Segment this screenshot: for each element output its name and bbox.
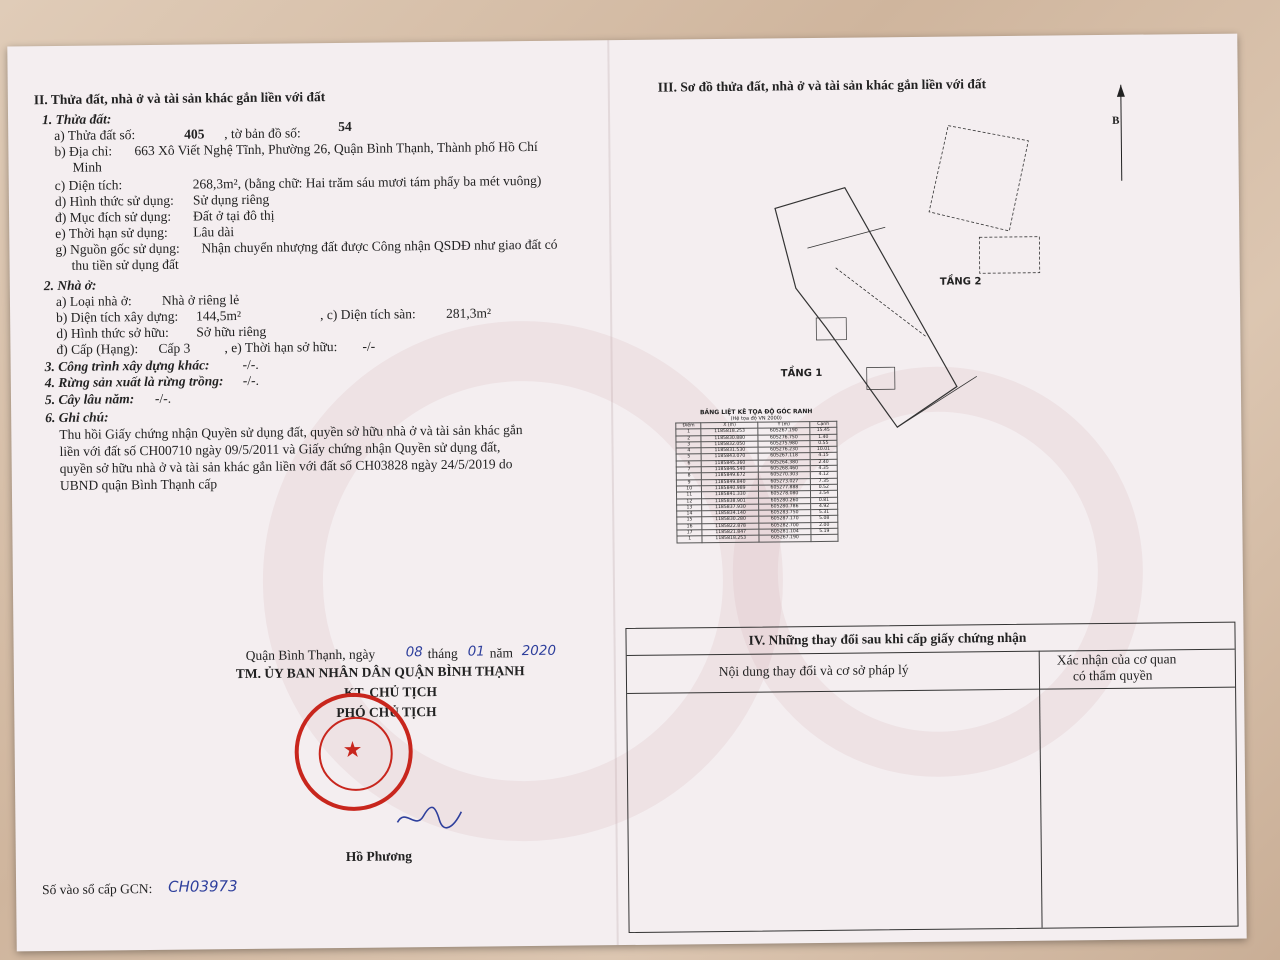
seal-star-icon: ★ [342,736,363,762]
origin-label: g) Nguồn gốc sử dụng: [55,240,180,257]
address-line-1: 663 Xô Viết Nghệ Tĩnh, Phường 26, Quận Bình Thạnh, Thành phố Hồ Chí [134,138,538,159]
coord-cell: 1.40 [810,434,837,441]
address-line-2: Minh [72,159,102,175]
plot-label: a) Thửa đất số: [54,127,136,143]
area-label: c) Diện tích: [54,177,123,193]
changes-column-header-row [627,649,1235,694]
coord-cell: 1185831.530 [701,447,758,454]
changes-title: IV. Những thay đổi sau khi cấp giấy chứng nhận [748,629,1027,648]
changes-column-divider [1039,651,1043,928]
coord-cell: 605267.118 [758,453,810,460]
use-form-value: Sử dụng riêng [192,191,270,208]
issuer-line-1: TM. ỦY BAN NHÂN DÂN QUẬN BÌNH THẠNH [235,663,525,682]
coord-table-body [676,428,838,543]
coord-cell: 605264.380 [758,459,810,466]
changes-col-authority: có thẩm quyền [1072,667,1153,684]
signature [395,802,465,833]
coord-cell: 605275.980 [758,440,810,447]
coord-col-header: Cạnh [810,421,837,428]
coord-cell: 0.55 [810,440,837,447]
coord-cell: 1185849.672 [702,472,759,479]
coord-cell: 605267.190 [758,428,810,435]
map-label: , tờ bản đồ số: [224,125,301,142]
note-line: quyền sở hữu nhà ở và tài sản khác gắn liền với đất số CH03828 ngày 24/5/2019 do [59,456,513,476]
land-heading: 1. Thửa đất: [41,111,112,128]
house-type-value: Nhà ở riêng lẻ [161,292,240,308]
note-heading: 6. Ghi chú: [45,409,109,426]
coord-cell: 3.54 [810,491,837,498]
coord-cell: 1 [677,536,703,543]
coord-cell: 605277.888 [759,485,811,492]
coord-cell: 1185841.330 [702,491,759,498]
coord-cell: 9 [676,479,702,486]
coord-col-header: X (m) [701,422,758,429]
coord-cell: 1185818.253 [701,428,758,435]
plot-number: 405 [184,126,205,142]
own-term-label: , e) Thời hạn sở hữu: [224,339,338,356]
note-line: liền với đất số CH00710 ngày 09/5/2011 và Giấy chứng nhận Quyền sử dụng đất, [59,439,501,459]
coord-cell: 4 [676,448,702,455]
coord-cell: 1185822.878 [702,523,759,530]
coord-cell: 4.15 [810,453,837,460]
origin-line-2: thu tiền sử dụng đất [71,256,179,273]
north-label: B [1112,114,1120,127]
coord-cell: 5 [676,454,702,461]
address-label: b) Địa chỉ: [54,143,113,159]
coord-cell: 7.35 [810,478,837,485]
coord-cell: 1 [676,429,702,436]
coord-cell: 605281.104 [759,529,811,536]
book-number-value: CH03973 [168,877,238,896]
grade-label: đ) Cấp (Hạng): [56,341,139,357]
coord-cell: 15 [677,517,703,524]
boundary-coordinate-table [675,408,838,543]
coord-cell: 10.01 [810,446,837,453]
coord-cell: 17 [677,530,703,537]
section-2-title: II. Thửa đất, nhà ở và tài sản khác gắn liền với đất [33,89,326,108]
issue-year: 2020 [521,642,557,660]
issue-date-prefix: Quận Bình Thạnh, ngày [245,646,376,664]
coord-cell: 10 [676,486,702,493]
term-label: e) Thời hạn sử dụng: [55,224,168,241]
forest-label: 4. Rừng sản xuất là rừng trồng: [44,373,224,391]
coord-cell: 1185845.360 [702,460,759,467]
issue-year-label: năm [489,645,513,661]
coord-cell: 4.35 [810,465,837,472]
coord-col-header: Y (m) [758,422,810,429]
floor-2-label: TẦNG 2 [939,276,982,288]
issue-month: 01 [467,643,485,660]
floor-area-label: , c) Diện tích sàn: [320,306,416,323]
owner-form-value: Sở hữu riêng [196,323,267,340]
note-line: UBND quận Bình Thạnh cấp [59,476,218,493]
build-area-value: 144,5m² [196,308,242,324]
origin-line-1: Nhận chuyển nhượng đất được Công nhận QSDĐ như giao đất có [201,236,558,256]
coord-cell: 2.00 [811,522,838,529]
purpose-value: Đất ở tại đô thị [193,207,275,224]
coord-cell: 605268.460 [758,466,810,473]
official-red-seal [294,692,413,811]
coord-cell: 4.92 [810,503,837,510]
coord-row [677,535,838,543]
owner-form-label: d) Hình thức sở hữu: [56,324,169,341]
coord-cell: 14 [677,511,703,518]
coord-cell: 1185843.070 [702,454,759,461]
coord-cell: 5.08 [811,516,838,523]
coord-cell: 605276.230 [758,447,810,454]
coord-cell: 605280.260 [759,497,811,504]
coord-cell: 605267.190 [759,535,811,542]
coord-cell: 605280.786 [759,503,811,510]
coord-cell: 3 [676,442,702,449]
coord-cell: 11 [677,492,703,499]
floor-area-value: 281,3m² [446,305,492,321]
coord-cell: 7 [676,467,702,474]
issuer-line-2: KT. CHỦ TỊCH [344,684,438,700]
floor-2-plan [888,120,1070,282]
other-works-label: 3. Công trình xây dựng khác: [44,357,210,375]
coord-cell: 16 [677,523,703,530]
coord-cell: 2 [676,435,702,442]
coord-cell: 12 [677,498,703,505]
coord-cell: 1185834.140 [702,510,759,517]
coord-cell: 605278.080 [759,491,811,498]
coord-cell: 2.40 [810,459,837,466]
coord-cell: 1185821.847 [702,529,759,536]
perennial-value: -/-. [154,390,172,406]
coord-cell: 605283.750 [759,510,811,517]
coord-cell: 6 [676,460,702,467]
purpose-label: đ) Mục đích sử dụng: [55,208,172,225]
forest-value: -/-. [242,372,260,389]
coord-cell: 1185818.253 [702,535,759,542]
note-line: Thu hồi Giấy chứng nhận Quyền sử dụng đất, quyền sở hữu nhà ở và tài sản khác gắn [59,422,523,442]
changes-col-content: Nội dung thay đổi và cơ sở pháp lý [718,662,909,680]
coord-cell: 605276.750 [758,434,810,441]
coord-cell: 8 [676,473,702,480]
other-works-value: -/-. [242,356,259,373]
coord-cell: 605270.303 [758,472,810,479]
coord-cell: 13 [677,505,703,512]
changes-col-authority: Xác nhận của cơ quan [1056,651,1177,668]
signer-name: Hồ Phương [345,848,413,864]
coord-cell: 605273.027 [758,478,810,485]
grade-value: Cấp 3 [158,340,191,356]
coord-table-subtitle: (Hệ tọa độ VN 2000) [730,415,782,422]
coord-cell: 1185837.930 [702,504,759,511]
area-value: 268,3m², (bằng chữ: Hai trăm sáu mươi tám phẩy ba mét vuông) [192,172,542,192]
house-type-label: a) Loại nhà ở: [55,293,132,309]
coord-table-title: BẢNG LIỆT KÊ TỌA ĐỘ GÓC RANH [699,408,813,417]
coord-cell [811,535,838,542]
floor-1-label: TẦNG 1 [780,367,823,380]
house-heading: 2. Nhà ở: [43,277,97,294]
changes-table [625,622,1238,933]
coord-cell: 5.31 [811,509,838,516]
perennial-label: 5. Cây lâu năm: [44,391,135,408]
coord-cell: 4.12 [810,472,837,479]
coord-col-header: Điểm [676,423,702,430]
coord-cell: 0.81 [810,497,837,504]
term-value: Lâu dài [193,224,235,240]
section-3-title: III. Sơ đồ thửa đất, nhà ở và tài sản khác gắn liền với đất [657,76,987,95]
coord-cell: 1185849.840 [702,479,759,486]
issue-day: 08 [405,644,423,661]
coord-cell: 1185846.540 [702,466,759,473]
own-term-value: -/- [362,338,376,354]
coord-cell: 1185830.880 [701,435,758,442]
build-area-label: b) Diện tích xây dựng: [56,308,179,325]
coord-cell: 1185832.050 [701,441,758,448]
coord-cell: 0.52 [810,484,837,491]
coord-cell: 15.45 [810,428,837,435]
coord-cell: 1185840.989 [702,485,759,492]
issuer-line-3: PHÓ CHỦ TỊCH [336,704,437,721]
coord-cell: 605287.170 [759,516,811,523]
north-arrow-icon [1116,83,1127,183]
land-certificate-page [7,34,1246,952]
coord-cell: 5.19 [811,528,838,535]
coord-cell: 1185830.280 [702,517,759,524]
coord-cell: 605282.700 [759,522,811,529]
book-number-label: Số vào sổ cấp GCN: [42,880,153,898]
coord-cell: 1185838.901 [702,498,759,505]
map-number: 54 [338,118,352,135]
use-form-label: d) Hình thức sử dụng: [54,192,174,209]
issue-month-label: tháng [427,645,458,662]
